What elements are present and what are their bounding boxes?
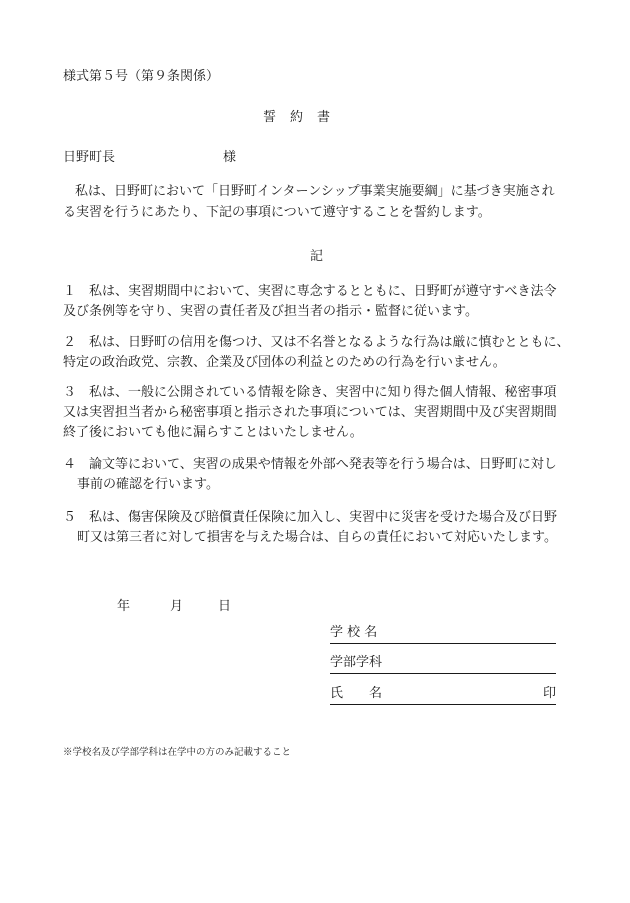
- item-5-line-1: ５ 私は、傷害保険及び賠償責任保険に加入し、実習中に災害を受けた場合及び日野: [63, 510, 558, 525]
- name-label: 氏 名: [330, 686, 383, 701]
- school-name-field[interactable]: [330, 625, 556, 644]
- item-1-line-2: 及び条例等を守り、実習の責任者及び担当者の指示・監督に従います。: [63, 304, 478, 319]
- ki-heading: 記: [310, 249, 324, 264]
- date-month: 月: [170, 599, 184, 614]
- date-year: 年: [117, 599, 131, 614]
- item-2-line-1: ２ 私は、日野町の信用を傷つけ、又は不名誉となるような行為は厳に慎むとともに、: [63, 335, 570, 350]
- item-1-line-1: １ 私は、実習期間中において、実習に専念するとともに、日野町が遵守すべき法令: [63, 284, 557, 299]
- item-3-line-2: 又は実習担当者から秘密事項と指示された事項については、実習期間中及び実習期間: [63, 405, 557, 420]
- date-day: 日: [218, 599, 232, 614]
- footnote: ※学校名及び学部学科は在学中の方のみ記載すること: [63, 747, 292, 758]
- item-3-line-3: 終了後においても他に漏らすことはいたしません。: [63, 425, 363, 440]
- name-field[interactable]: [330, 686, 556, 705]
- department-label: 学部学科: [330, 655, 383, 670]
- addressee-honorific: 様: [223, 150, 237, 165]
- intro-line-1: 私は、日野町において「日野町インターンシップ事業実施要綱」に基づき実施され: [75, 184, 555, 199]
- item-4-line-1: ４ 論文等において、実習の成果や情報を外部へ発表等を行う場合は、日野町に対し: [63, 457, 557, 472]
- department-field[interactable]: [330, 655, 556, 674]
- school-name-label: 学 校 名: [330, 625, 378, 640]
- document-title: 誓約書: [263, 110, 345, 125]
- item-4-line-2: 事前の確認を行います。: [77, 477, 219, 492]
- addressee-name: 日野町長: [63, 150, 116, 165]
- form-label: 様式第５号（第９条関係）: [63, 69, 220, 84]
- item-3-line-1: ３ 私は、一般に公開されている情報を除き、実習中に知り得た個人情報、秘密事項: [63, 385, 557, 400]
- intro-line-2: る実習を行うにあたり、下記の事項について遵守することを誓約します。: [63, 205, 491, 220]
- item-5-line-2: 町又は第三者に対して損害を与えた場合は、自らの責任において対応いたします。: [77, 530, 557, 545]
- seal-mark: 印: [542, 686, 556, 701]
- item-2-line-2: 特定の政治政党、宗教、企業及び団体の利益とのための行為を行いません。: [63, 355, 506, 370]
